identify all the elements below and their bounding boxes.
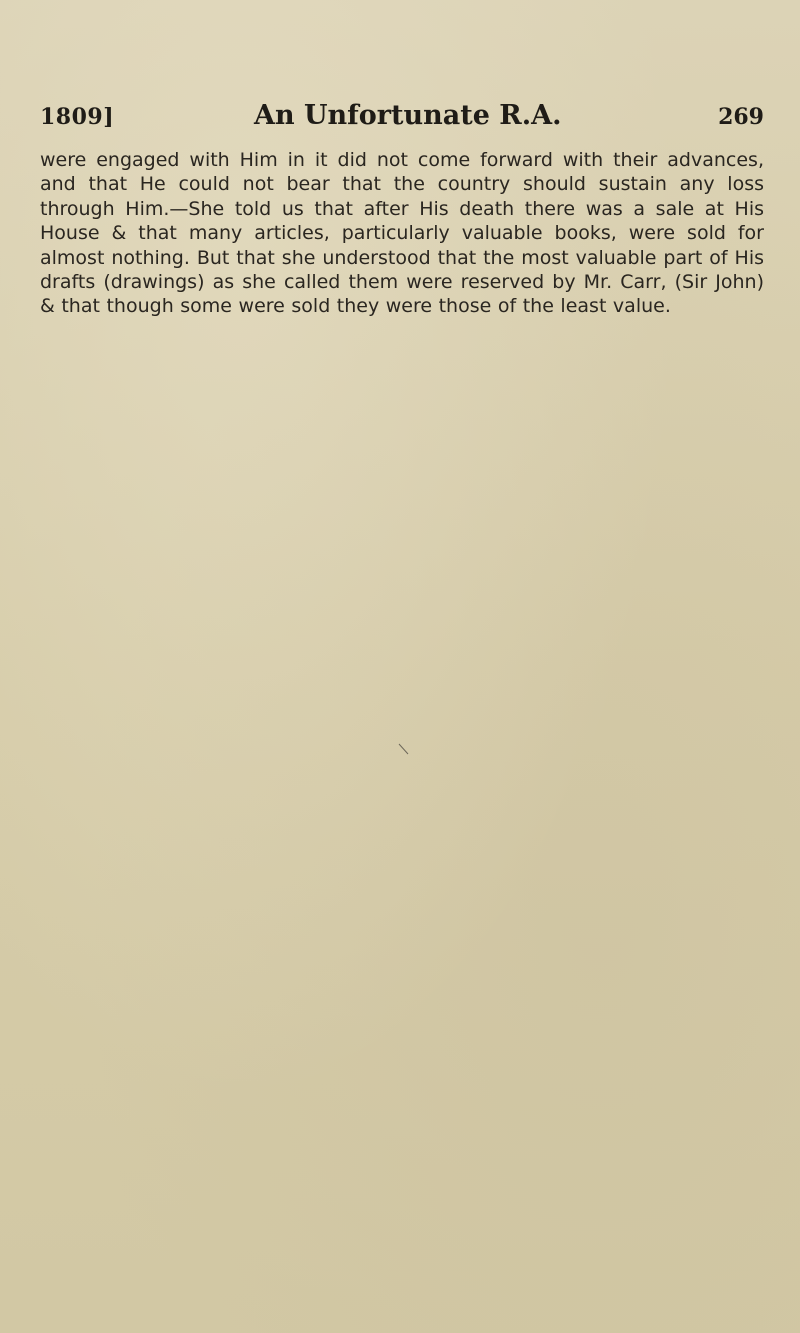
page-number: 269 bbox=[718, 104, 764, 130]
running-head bbox=[40, 100, 764, 140]
running-head-title: An Unfortunate R.A. bbox=[254, 100, 562, 131]
pencil-mark-icon bbox=[397, 742, 411, 756]
running-head-year: 1809] bbox=[40, 104, 115, 130]
body-paragraph: were engaged with Him in it did not come forward with their advances, and that He could not bear that the country should sustain any loss through Him.—She told us that after His death there was a sale at His House & that many articles, particularly valuable books, were sold for almost nothing. But that she understood that the most valuable part of His drafts (drawings) as she called them were reserved by Mr. Carr, (Sir John) & that though some were sold they were those of the least value. bbox=[40, 149, 764, 318]
